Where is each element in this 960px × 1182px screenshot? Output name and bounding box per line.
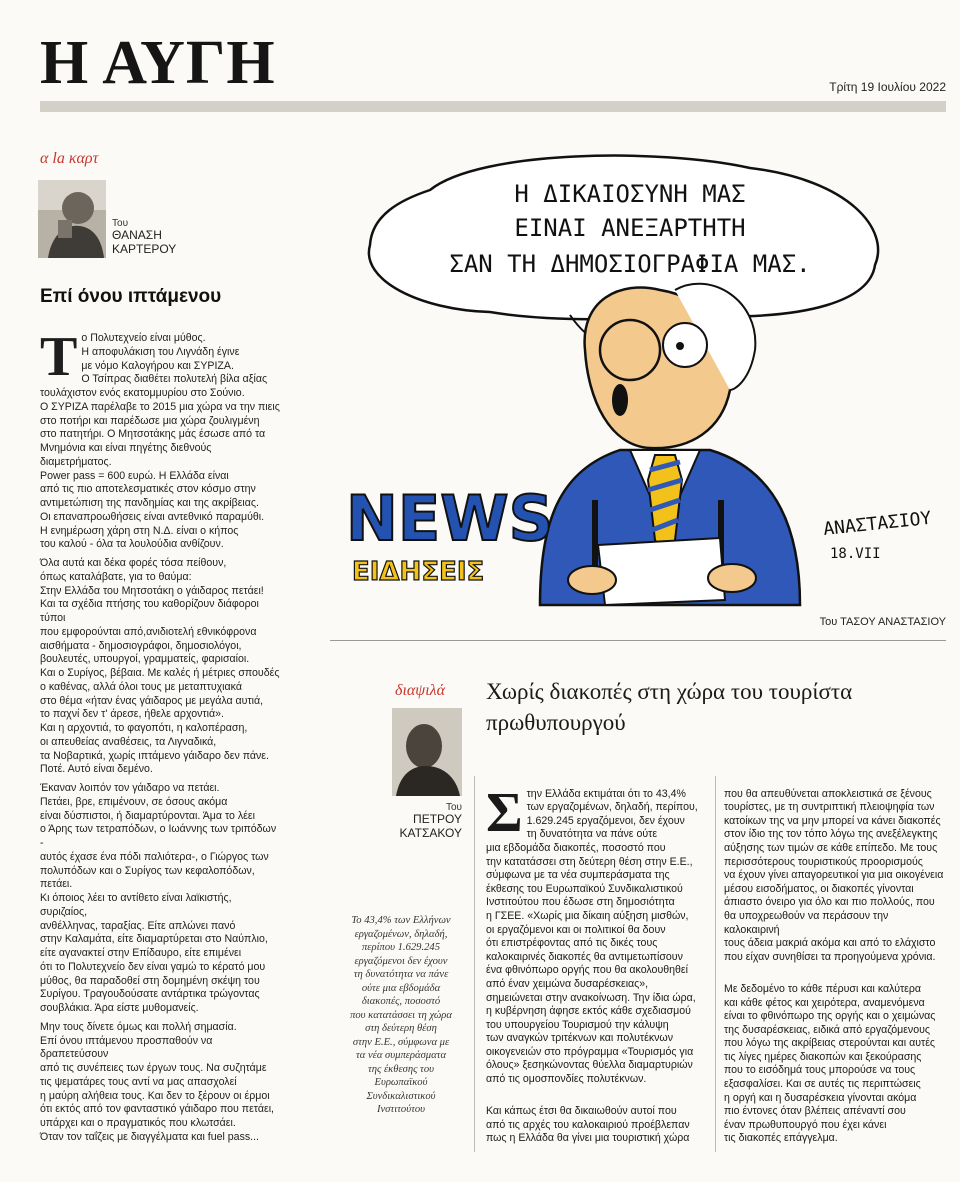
pull-quote: Το 43,4% των Ελλήνων εργαζομένων, δηλαδή, περίπου 1.629.245 εργαζόμενοι δεν έχουν τη δυνατότητα να πάνε ούτε μια εβδομάδα διακοπές, ποσοστό που κατατάσσει τη χώρα στη δεύτερη θέση στην Ε.Ε., σύμφωνα με τα νέα συμπεράσματα της έκθεσης του Ευρωπαϊκού Συνδικαλιστικού Ινστιτούτου	[350, 915, 452, 1115]
paragraph: Μην τους δίνετε όμως και πολλή σημασία. Επί όνου ιπτάμενου προσπαθούν να δραπετεύσουν από τις συνέπειες των έργων τους. Να συζητάμε τις ψεματάρες τους αντί να μας απασχολεί η μαύρη αλήθεια τους. Και δεν το ξέρουν οι έρμοι ότι εκτός από τον φανταστικό γάιδαρο που πετάει, υπάρχει και ο πραγματικός που κλωτσάει. Όταν τον ταΐζεις με διαγγέλματα και fuel pass...	[40, 1020, 274, 1143]
article-title: Χωρίς διακοπές στη χώρα του τουρίστα πρωθυπουργού	[486, 679, 853, 735]
paragraph: Το Πολυτεχνείο είναι μύθος. Η αποφυλάκιση του Λιγνάδη έγινε με νόμο Καλογήρου και ΣΥΡΙΖΑ. Ο Τσίπρας διαθέτει πολυτελή βίλα αξίας τουλάχιστον ενός εκατομμυρίου στο Σούνιο. Ο ΣΥΡΙΖΑ παρέλαβε το 2015 μια χώρα να την πιεις στο ποτήρι και παρέδωσε μια χώρα ζουλιγμένη στο πατητήρι. Ο Μητσοτάκης μάς έσωσε από τα Μνημόνια και είναι πηγέτης διεθνούς διαμετρήματος. Power pass = 600 ευρώ. Η Ελλάδα είναι από τις πιο αποτελεσματικές στον κόσμο στην αντιμετώπιση της πανδημίας και της ακρίβειας. Οι επαναπροωθήσεις είναι αντεθνικό παραμύθι. Η ενημέρωση χάρη στη Ν.Δ. είναι ο κήπος του καλού - όλα τα λουλούδια ανθίζουν.	[40, 326, 280, 551]
speech-line-2: ΕΙΝΑΙ ΑΝΕΞΑΡΤΗΤΗ	[514, 214, 746, 242]
drop-cap: Σ	[486, 781, 523, 844]
byline-prefix: Του	[445, 802, 462, 813]
issue-date: Τρίτη 19 Ιουλίου 2022	[829, 80, 946, 94]
article-body	[486, 774, 708, 1165]
author-byline	[112, 218, 182, 257]
column-separator	[474, 776, 475, 1152]
paragraph: που θα απευθύνεται αποκλειστικά σε ξένους τουρίστες, με τη συντριπτική πλειοψηφία των κατοίκων της να μην μπορεί να κάνει διακοπές στον ίδιο της τον τόπο λόγω της ανεξέλεγκτης αύξησης των τιμών σε κάθε επίπεδο. Με τους περισσότερους τουριστικούς προορισμούς να έχουν γίνει απαγορευτικοί για μια οικογένεια μέσου εισοδήματος, οι διακοπές γίνονται άπιαστο όνειρο για όλο και πιο πολλούς, που θα υποχρεωθούν να περάσουν την καλοκαιρινή τους άδεια μακριά ακόμα και από το ελάχιστο που είχαν συνηθίσει τα προηγούμενα χρόνια.	[724, 787, 944, 963]
byline-prefix: Του	[112, 218, 129, 229]
cartoonist-signature: ΑΝΑΣΤΑΣΙΟΥ	[822, 507, 933, 540]
speech-line-3: ΣΑΝ ΤΗ ΔΗΜΟΣΙΟΓΡΑΦΙΑ ΜΑΣ.	[449, 250, 811, 278]
section-divider	[330, 640, 946, 641]
speech-line-1: Η ΔΙΚΑΙΟΣΥΝΗ ΜΑΣ	[514, 180, 746, 208]
paragraph: Όλα αυτά και δέκα φορές τόσα πείθουν, όπως καταλάβατε, για το θαύμα: Στην Ελλάδα του Μητσοτάκη ο γάιδαρος πετάει! Και τα σχέδια πτήσης του καθορίζουν διάφοροι τύποι που εμφορούνται από,ανιδιοτελή εθνικόφρονα αισθήματα - δημοσιογράφοι, δημοσιολόγοι, βουλευτές, υπουργοί, γραμματείς, φαρισαίοι. Και ο Συρίγος, βέβαια. Με καλές ή μέτριες σπουδές ο καθένας, αλλά όλοι τους με μεταπτυχιακά στο θέμα «ήταν ένας γάιδαρος με μεγάλα αυτιά, το παχνί δεν τ' άρεσε, ήθελε αρχοντιά». Και η αρχοντιά, το φαγοπότι, η καλοπέραση, οι απευθείας αναθέσεις, τα Λιγναδικά, τα Νοβαρτικά, χωρίς ιπτάμενο γάιδαρο δεν πάνε. Ποτέ. Αυτό είναι δεμένο.	[40, 557, 280, 776]
masthead-title: Η ΑΥΓΗ	[40, 29, 276, 97]
article-body	[40, 326, 280, 1150]
credit-name: ΤΑΣΟΥ ΑΝΑΣΤΑΣΙΟΥ	[840, 616, 946, 628]
article-title: Επί όνου ιπτάμενου	[40, 286, 222, 307]
paragraph: Έκαναν λοιπόν τον γάιδαρο να πετάει. Πετάει, βρε, επιμένουν, σε όσους ακόμα είναι δύσπιστοι, ή διαμαρτύρονται. Άμα το λέει ο Άρης των τετραπόδων, ο Ιωάννης των τριπόδων - αυτός έχασε ένα πόδι παλιότερα-, ο Γιώργος των πολυπόδων και ο Συρίγος των κεφαλοπόδων, πετάει. Κι όποιος λέει το αντίθετο είναι λαϊκιστής, συριζαίος, ανθέλληνας, ταραξίας. Είτε απλώνει πανό στην Καλαμάτα, είτε διαμαρτύρεται στο Ναύπλιο, είτε αγανακτεί στην Επίδαυρο, είτε επιμένει ότι το Πολυτεχνείο δεν είναι γαμώ το κέρατό μου μύθος, θα παραδοθεί στη δομημένη σκέψη του Συρίγου. Τραγουδούσατε αντάρτικα τρώγοντας σουβλάκια. Άρα είστε μυθομανείς.	[40, 782, 277, 1014]
author-name: ΘΑΝΑΣΗ ΚΑΡΤΕΡΟΥ	[112, 228, 177, 256]
column-separator	[715, 776, 716, 1152]
masthead-rule	[40, 101, 946, 112]
signature-date: 18.VII	[830, 546, 881, 562]
author-photo	[38, 180, 106, 258]
drop-cap: Τ	[40, 326, 78, 388]
column-tag: α la καρτ	[40, 150, 99, 167]
news-logo: NEWS	[346, 482, 554, 555]
author-byline	[390, 802, 462, 841]
news-logo-subtitle: ΕΙΔΗΣΕΙΣ	[352, 557, 485, 587]
political-cartoon	[330, 150, 950, 620]
paragraph: Με δεδομένο το κάθε πέρυσι και καλύτερα και κάθε φέτος και χειρότερα, αναμενόμενα είναι το φθινόπωρο της οργής και ο χειμώνας της δυσαρέσκειας, ειδικά από εργαζόμενους που λόγω της ακρίβειας στερούνται και αυτές τις λίγες ημέρες διακοπών και ξεκούρασης που το εισόδημά τους μπορούσε να τους εξασφαλίσει. Και σε αυτές τις περιπτώσεις η οργή και η δυσαρέσκεια γίνονται ακόμα πιο έντονες όταν βλέπεις απέναντί σου έναν πρωθυπουργό που έχει κάνει τις διακοπές επάγγελμα.	[724, 982, 936, 1145]
author-name: ΠΕΤΡΟΥ ΚΑΤΣΑΚΟΥ	[399, 812, 462, 840]
paragraph: Στην Ελλάδα εκτιμάται ότι το 43,4% των εργαζομένων, δηλαδή, περίπου, 1.629.245 εργαζόμενοι, δεν έχουν τη δυνατότητα να πάνε ούτε μια εβδομάδα διακοπές, ποσοστό που την κατατάσσει στη δεύτερη θέση στην Ε.Ε., σύμφωνα με τα νέα συμπεράσματα της έκθεσης του Ευρωπαϊκού Συνδικαλιστικού Ινστιτούτου που έδωσε στη δημοσιότητα η ΓΣΕΕ. «Χωρίς μια δίκαιη αύξηση μισθών, οι εργαζόμενοι και οι πολιτικοί θα δουν ότι επιστρέφοντας από τις δικές τους καλοκαιρινές διακοπές θα αντιμετωπίσουν ένα φθινόπωρο οργής που θα ακολουθηθεί από έναν χειμώνα δυσαρέσκειας», σημειώνεται στην ανακοίνωση. Την ίδια ώρα, η κυβέρνηση άφησε εκτός κάθε σχεδιασμού του υπουργείου Τουρισμού την κάλυψη των αναγκών τριτέκνων και πολυτέκνων οικογενειών στο πρόγραμμα «Τουρισμός για όλους» ξεσηκώνοντας θύελλα διαμαρτυριών από τις ομοσπονδίες πολυτέκνων.	[486, 781, 698, 1086]
credit-prefix: Του	[819, 616, 838, 628]
column-tag: διαψιλά	[395, 682, 445, 699]
author-photo	[392, 708, 462, 796]
cartoon-credit	[820, 616, 946, 628]
paragraph: Και κάπως έτσι θα δικαιωθούν αυτοί που από τις αρχές του καλοκαιριού προέβλεπαν πως η Ελλάδα θα γίνει μια τουριστική χώρα	[486, 1105, 690, 1145]
article-body	[724, 774, 946, 1165]
